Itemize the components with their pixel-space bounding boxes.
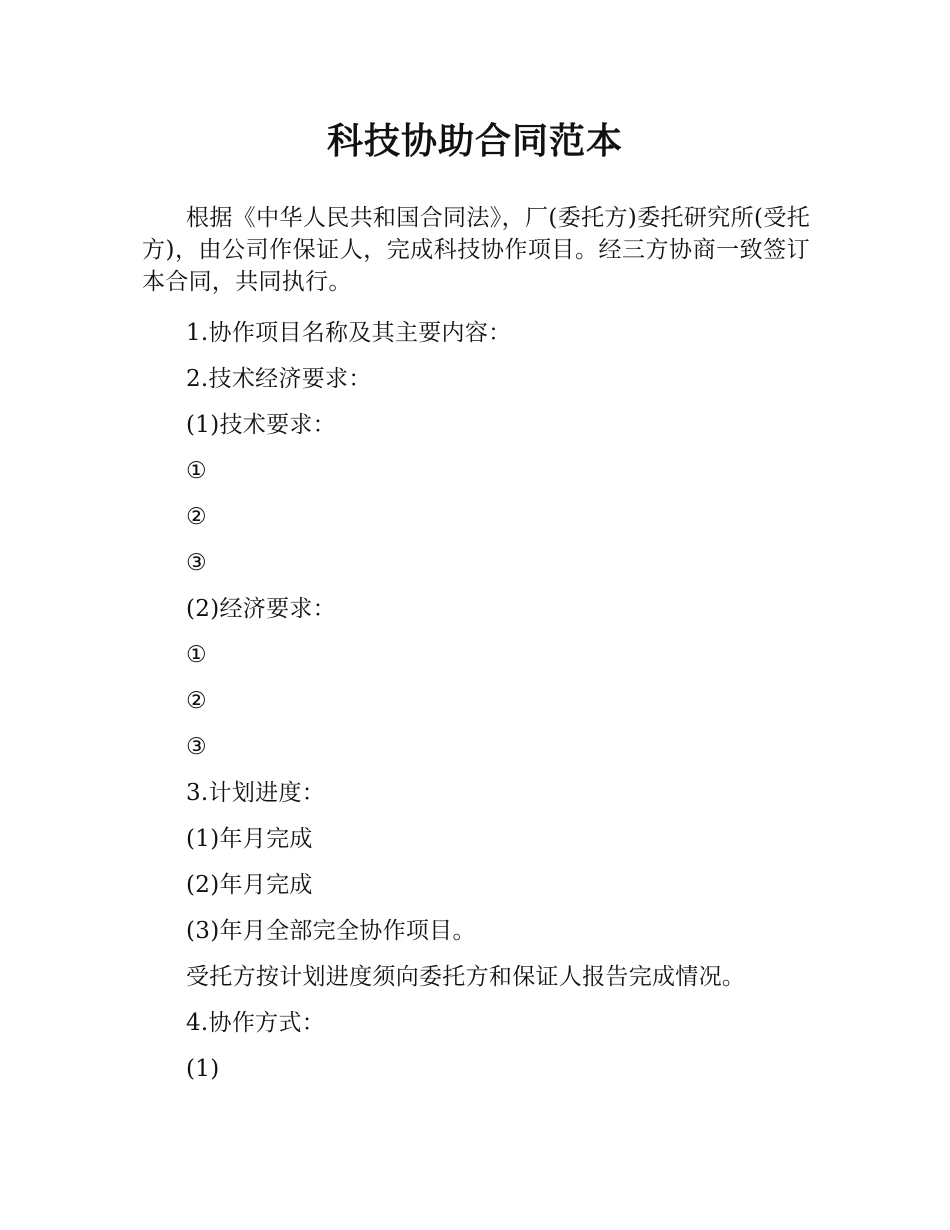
subclause-econ-requirements: (2)经济要求： <box>186 596 336 622</box>
cooperation-item-1: (1) <box>186 1056 220 1082</box>
econ-item-1: ① <box>186 642 207 668</box>
clause-tech-econ-requirements: 2.技术经济要求： <box>186 366 372 392</box>
clause-cooperation-method: 4.协作方式： <box>186 1010 326 1036</box>
intro-paragraph: 根据《中华人民共和国合同法》，厂(委托方)委托研究所(受托方)，由公司作保证人，完成科技协作项目。经三方协商一致签订本合同，共同执行。 <box>142 205 810 295</box>
econ-item-2: ② <box>186 688 207 714</box>
tech-item-2: ② <box>186 504 207 530</box>
tech-item-3: ③ <box>186 550 207 576</box>
schedule-report-note: 受托方按计划进度须向委托方和保证人报告完成情况。 <box>186 964 746 990</box>
clause-list <box>186 310 826 1092</box>
econ-item-3: ③ <box>186 734 207 760</box>
schedule-item-1: (1)年月完成 <box>186 826 313 852</box>
clause-schedule: 3.计划进度： <box>186 780 326 806</box>
schedule-item-3: (3)年月全部完全协作项目。 <box>186 918 476 944</box>
clause-project-name: 1.协作项目名称及其主要内容： <box>186 320 512 346</box>
subclause-tech-requirements: (1)技术要求： <box>186 412 336 438</box>
tech-item-1: ① <box>186 458 207 484</box>
schedule-item-2: (2)年月完成 <box>186 872 313 898</box>
document-title: 科技协助合同范本 <box>326 121 623 162</box>
